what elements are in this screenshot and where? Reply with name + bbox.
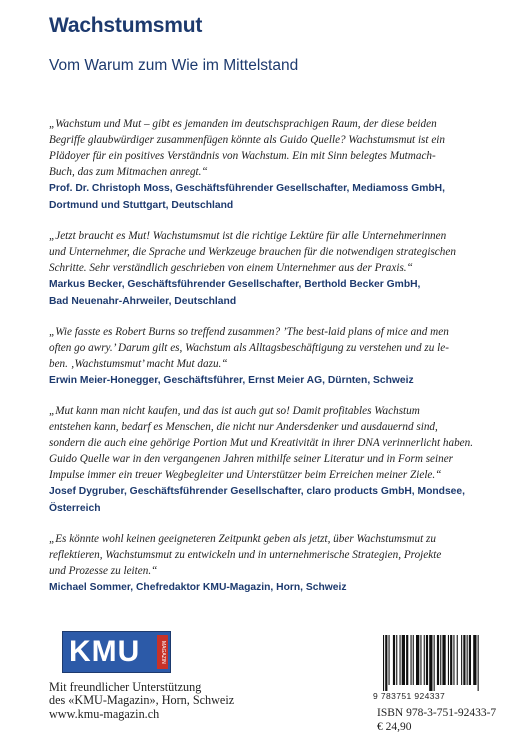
testimonial-text — [49, 116, 486, 180]
testimonial-line: sondern die auch eine gehörige Portion Mut und Kreativität in ihrer DNA verinnerlicht haben. — [49, 437, 474, 449]
testimonial-line: Impulse immer ein treuer Wegbegleiter und Unterstützer beim Erreichen meiner Ziele.“ — [49, 469, 442, 481]
testimonial-line: „Es könnte wohl keinen geeigneteren Zeitpunkt geben als jetzt, über Wachstumsmut zu — [49, 533, 436, 545]
author-line: Josef Dygruber, Geschäftsführender Gesellschafter, claro products GmbH, Mondsee, — [49, 486, 465, 497]
testimonial-line: Schritte. Sehr verständlich geschrieben von einem Unternehmer aus der Praxis.“ — [49, 262, 413, 274]
author-line: Bad Neuenahr-Ahrweiler, Deutschland — [49, 296, 237, 307]
barcode-bar — [402, 635, 405, 685]
testimonial-line: und Unternehmer, die Sprache und Werkzeuge brauchen für die notwendigen strategischen — [49, 246, 456, 258]
testimonial — [49, 403, 486, 517]
testimonial — [49, 531, 486, 596]
testimonial-line: Plädoyer für ein positives Verständnis von Wachstum. Ein mit Sinn belegtes Mutmach- — [49, 150, 436, 162]
barcode-bar — [389, 635, 390, 685]
barcode-bar — [396, 635, 397, 685]
testimonial-line: often go awry.’ Darum gilt es, Wachstum als Alltagsbeschäftigung zu verstehen und zu le- — [49, 342, 449, 354]
kmu-magazin-logo — [62, 631, 171, 673]
barcode-image — [375, 635, 515, 691]
testimonial-line: und Prozesse zu leiten.“ — [49, 565, 158, 577]
barcode-bar — [416, 635, 419, 685]
testimonial-line: „Mut kann man nicht kaufen, und das ist auch gut so! Damit profitables Wachstum — [49, 405, 420, 417]
testimonial-author — [49, 372, 486, 389]
barcode-bar — [413, 635, 414, 685]
author-line: Dortmund und Stuttgart, Deutschland — [49, 200, 234, 211]
barcode-bar — [442, 635, 445, 685]
author-line: Michael Sommer, Chefredaktor KMU-Magazin, Horn, Schweiz — [49, 582, 347, 593]
testimonial-line: ben. ‚Wachstumsmut’ macht Mut dazu.“ — [49, 358, 228, 370]
support-line: des «KMU-Magazin», Horn, Schweiz — [49, 693, 235, 708]
barcode-bar — [429, 635, 432, 691]
logo-side-text: MAGAZIN — [157, 635, 168, 669]
testimonial-text — [49, 228, 486, 276]
testimonial — [49, 324, 486, 389]
author-line: Prof. Dr. Christoph Moss, Geschäftsführender Gesellschafter, Mediamoss GmbH, — [49, 183, 445, 194]
testimonial-author — [49, 483, 486, 517]
barcode-bar — [461, 635, 462, 685]
barcode-bar — [434, 635, 435, 691]
testimonial-line: Begriffe glaubwürdiger zusammenfügen könnte als Guido Quelle? Wachstumsmut ist ein — [49, 134, 445, 146]
testimonial-author — [49, 579, 486, 596]
testimonial-line: Buch, das zum Mitmachen anregt.“ — [49, 166, 208, 178]
barcode-bar — [383, 635, 384, 691]
book-subtitle: Vom Warum zum Wie im Mittelstand — [49, 57, 299, 74]
testimonial — [49, 116, 486, 214]
barcode-bar — [393, 635, 395, 685]
testimonial-text — [49, 531, 486, 579]
barcode-bar — [463, 635, 465, 685]
testimonial-line: „Jetzt braucht es Mut! Wachstumsmut ist die richtige Lektüre für alle Unternehmerinnen — [49, 230, 447, 242]
support-website: www.kmu-magazin.ch — [49, 706, 160, 721]
testimonial-line: reflektieren, Wachstumsmut zu entwickeln und in unternehmerische Strategien, Projekte — [49, 549, 442, 561]
barcode-bar — [467, 635, 468, 685]
barcode-bar — [450, 635, 452, 685]
barcode-bar — [473, 635, 476, 685]
testimonial-author — [49, 180, 486, 214]
barcode-bar — [478, 635, 479, 691]
testimonial-line: Guido Quelle war in den vergangenen Jahren mithilfe seiner Literatur und in Form seiner — [49, 453, 454, 465]
barcode-bar — [400, 635, 401, 685]
barcode-digits: 9 783751 924337 — [373, 691, 446, 701]
support-note — [49, 681, 234, 721]
barcode-bar — [426, 635, 428, 685]
testimonial — [49, 228, 486, 310]
barcode-bar — [469, 635, 471, 685]
barcode-bar — [440, 635, 441, 685]
book-title: Wachstumsmut — [49, 14, 203, 37]
barcode-bar — [424, 635, 425, 685]
barcode-bar — [385, 635, 387, 691]
author-line: Erwin Meier-Honegger, Geschäftsführer, Ernst Meier AG, Dürnten, Schweiz — [49, 375, 414, 386]
logo-text: KMU — [69, 635, 141, 668]
author-line: Markus Becker, Geschäftsführender Gesellschafter, Berthold Becker GmbH, — [49, 279, 421, 290]
barcode-bar — [453, 635, 454, 685]
barcode-bar — [406, 635, 408, 685]
testimonial-line: „Wie fasste es Robert Burns so treffend zusammen? ’The best-laid plans of mice and men — [49, 326, 449, 338]
testimonial-text — [49, 324, 486, 372]
testimonial-text — [49, 403, 486, 483]
barcode-bar — [411, 635, 412, 685]
testimonial-line: entstehen kann, bedarf es Menschen, die nicht nur Andersdenker und ausdauernd sind, — [49, 421, 438, 433]
testimonials — [49, 116, 486, 610]
support-line: Mit freundlicher Unterstützung — [49, 680, 202, 694]
barcode-bar — [448, 635, 449, 685]
isbn-block — [377, 707, 496, 734]
barcode — [375, 635, 515, 697]
barcode-bar — [457, 635, 458, 685]
isbn-number: ISBN 978-3-751-92433-7 — [377, 707, 497, 719]
testimonial-author — [49, 276, 486, 310]
price: € 24,90 — [377, 720, 412, 733]
author-line: Österreich — [49, 503, 101, 514]
barcode-bar — [420, 635, 421, 685]
testimonial-line: „Wachstum und Mut – gibt es jemanden im deutschsprachigen Raum, der diese beiden — [49, 118, 437, 130]
barcode-bar — [437, 635, 439, 685]
